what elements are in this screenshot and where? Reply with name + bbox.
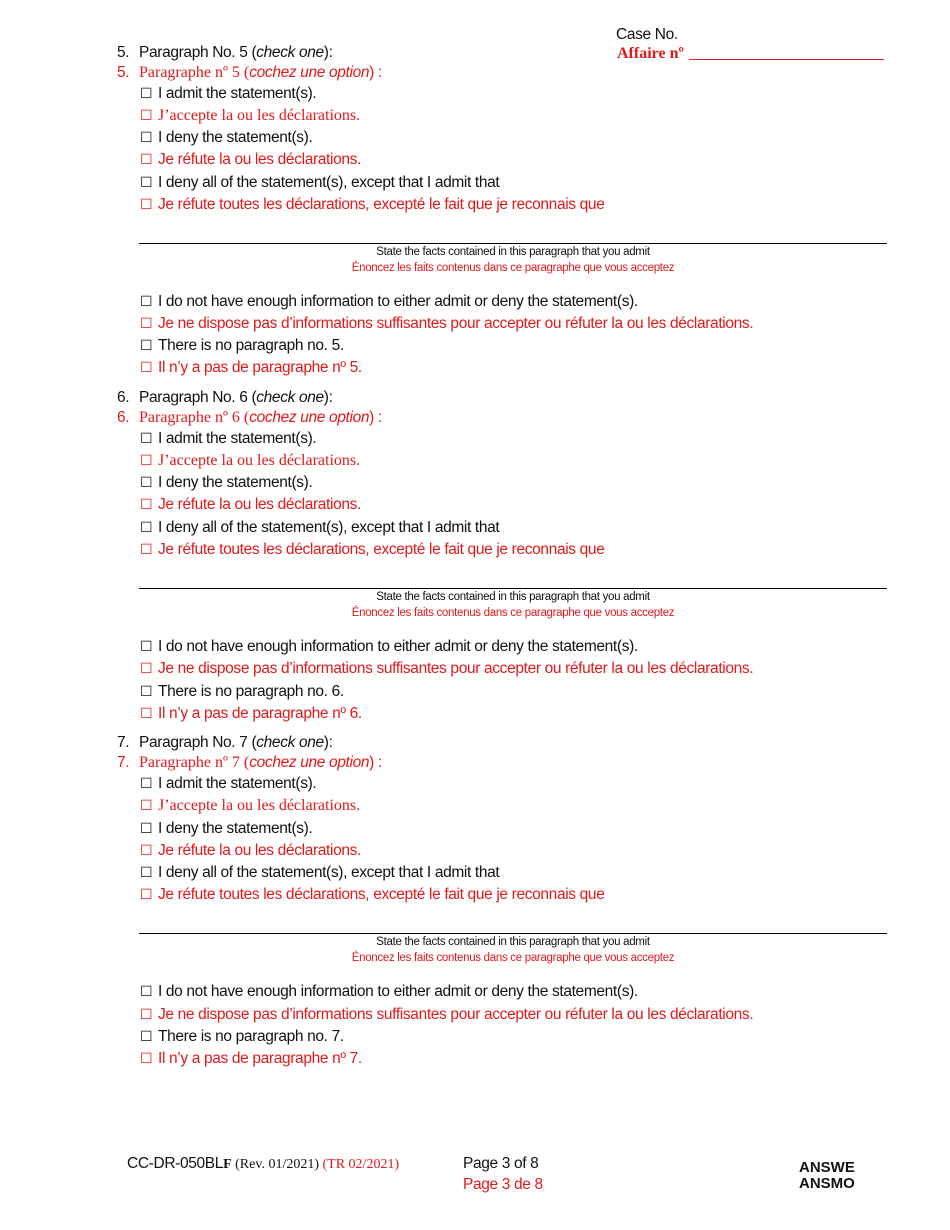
option-deny-except[interactable]: ☐ I deny all of the statement(s), except that I admit that: [140, 864, 500, 881]
checkbox-icon[interactable]: ☐: [140, 542, 153, 558]
document-title: [799, 1160, 855, 1192]
admitted-facts-line[interactable]: [139, 243, 887, 244]
paragraph-title-en: 7. Paragraph No. 7 (check one):: [117, 734, 333, 751]
admitted-facts-line[interactable]: [139, 933, 887, 934]
option-deny-except-fr[interactable]: ☐ Je réfute toutes les déclarations, excepté le fait que je reconnais que: [140, 196, 605, 213]
option-no-info[interactable]: ☐ I do not have enough information to either admit or deny the statement(s).: [140, 983, 638, 1000]
option-no-info-fr[interactable]: ☐ Je ne dispose pas d’informations suffisantes pour accepter ou réfuter la ou les déclarations.: [140, 660, 754, 677]
checkbox-icon[interactable]: ☐: [140, 497, 153, 513]
checkbox-icon[interactable]: ☐: [140, 175, 153, 191]
checkbox-icon[interactable]: ☐: [140, 798, 153, 814]
option-deny-fr[interactable]: ☐ Je réfute la ou les déclarations.: [140, 496, 361, 513]
caption-en: State the facts contained in this paragraph that you admit: [376, 936, 650, 948]
page-number-fr: Page 3 de 8: [463, 1176, 543, 1193]
document-title-fr: ANSMO: [799, 1175, 855, 1192]
option-deny-except-fr[interactable]: ☐ Je réfute toutes les déclarations, excepté le fait que je reconnais que: [140, 886, 605, 903]
case-no-label-fr: Affaire nº: [617, 45, 684, 62]
checkbox-icon[interactable]: ☐: [140, 360, 153, 376]
paragraph-title-en: 6. Paragraph No. 6 (check one):: [117, 389, 333, 406]
checkbox-icon[interactable]: ☐: [140, 453, 153, 469]
checkbox-icon[interactable]: ☐: [140, 1051, 153, 1067]
option-admit[interactable]: ☐ I admit the statement(s).: [140, 85, 317, 102]
caption-fr: Énoncez les faits contenus dans ce paragraphe que vous acceptez: [351, 952, 675, 964]
option-admit[interactable]: ☐ I admit the statement(s).: [140, 775, 317, 792]
checkbox-icon[interactable]: ☐: [140, 639, 153, 655]
checkbox-icon[interactable]: ☐: [140, 706, 153, 722]
case-no-label: Case No.: [616, 26, 678, 43]
option-admit-fr[interactable]: ☐ J’accepte la ou les déclarations.: [140, 452, 361, 469]
checkbox-icon[interactable]: ☐: [140, 1029, 153, 1045]
option-deny-fr[interactable]: ☐ Je réfute la ou les déclarations.: [140, 151, 361, 168]
caption-fr: Énoncez les faits contenus dans ce paragraphe que vous acceptez: [351, 607, 675, 619]
checkbox-icon[interactable]: ☐: [140, 130, 153, 146]
checkbox-icon[interactable]: ☐: [140, 316, 153, 332]
paragraph-title-fr: 6. Paragraphe nº 6 (cochez une option) :: [117, 409, 382, 426]
checkbox-icon[interactable]: ☐: [140, 294, 153, 310]
checkbox-icon[interactable]: ☐: [140, 865, 153, 881]
option-no-info[interactable]: ☐ I do not have enough information to either admit or deny the statement(s).: [140, 638, 638, 655]
option-deny-fr[interactable]: ☐ Je réfute la ou les déclarations.: [140, 842, 361, 859]
checkbox-icon[interactable]: ☐: [140, 475, 153, 491]
option-deny-except-fr[interactable]: ☐ Je réfute toutes les déclarations, excepté le fait que je reconnais que: [140, 541, 605, 558]
option-no-paragraph[interactable]: ☐ There is no paragraph no. 6.: [140, 683, 344, 700]
checkbox-icon[interactable]: ☐: [140, 152, 153, 168]
paragraph-title-en: 5. Paragraph No. 5 (check one):: [117, 44, 333, 61]
option-deny-except[interactable]: ☐ I deny all of the statement(s), except that I admit that: [140, 519, 500, 536]
case-no-line: [689, 45, 884, 60]
paragraph-title-fr: 5. Paragraphe nº 5 (cochez une option) :: [117, 64, 382, 81]
option-deny-except[interactable]: ☐ I deny all of the statement(s), except that I admit that: [140, 174, 500, 191]
checkbox-icon[interactable]: ☐: [140, 684, 153, 700]
option-no-info-fr[interactable]: ☐ Je ne dispose pas d’informations suffisantes pour accepter ou réfuter la ou les déclarations.: [140, 1006, 754, 1023]
checkbox-icon[interactable]: ☐: [140, 821, 153, 837]
caption-fr: Énoncez les faits contenus dans ce paragraphe que vous acceptez: [351, 262, 675, 274]
option-no-paragraph[interactable]: ☐ There is no paragraph no. 5.: [140, 337, 344, 354]
option-admit-fr[interactable]: ☐ J’accepte la ou les déclarations.: [140, 797, 361, 814]
document-title-en: ANSWE: [799, 1159, 855, 1176]
option-deny[interactable]: ☐ I deny the statement(s).: [140, 129, 313, 146]
case-no-field[interactable]: [617, 45, 884, 63]
option-no-paragraph[interactable]: ☐ There is no paragraph no. 7.: [140, 1028, 344, 1045]
form-code: CC-DR-050BLF (Rev. 01/2021) (TR 02/2021): [127, 1155, 400, 1172]
checkbox-icon[interactable]: ☐: [140, 108, 153, 124]
option-no-paragraph-fr[interactable]: ☐ Il n’y a pas de paragraphe nº 6.: [140, 705, 362, 722]
checkbox-icon[interactable]: ☐: [140, 338, 153, 354]
checkbox-icon[interactable]: ☐: [140, 984, 153, 1000]
checkbox-icon[interactable]: ☐: [140, 661, 153, 677]
paragraph-title-fr: 7. Paragraphe nº 7 (cochez une option) :: [117, 754, 382, 771]
caption-en: State the facts contained in this paragraph that you admit: [376, 246, 650, 258]
option-no-info-fr[interactable]: ☐ Je ne dispose pas d’informations suffisantes pour accepter ou réfuter la ou les déclarations.: [140, 315, 754, 332]
checkbox-icon[interactable]: ☐: [140, 843, 153, 859]
option-no-paragraph-fr[interactable]: ☐ Il n’y a pas de paragraphe nº 7.: [140, 1050, 362, 1067]
checkbox-icon[interactable]: ☐: [140, 431, 153, 447]
checkbox-icon[interactable]: ☐: [140, 887, 153, 903]
checkbox-icon[interactable]: ☐: [140, 520, 153, 536]
option-deny[interactable]: ☐ I deny the statement(s).: [140, 820, 313, 837]
checkbox-icon[interactable]: ☐: [140, 776, 153, 792]
option-no-paragraph-fr[interactable]: ☐ Il n’y a pas de paragraphe nº 5.: [140, 359, 362, 376]
checkbox-icon[interactable]: ☐: [140, 197, 153, 213]
caption-en: State the facts contained in this paragraph that you admit: [376, 591, 650, 603]
checkbox-icon[interactable]: ☐: [140, 86, 153, 102]
page-number: Page 3 of 8: [463, 1155, 539, 1172]
admitted-facts-line[interactable]: [139, 588, 887, 589]
option-no-info[interactable]: ☐ I do not have enough information to either admit or deny the statement(s).: [140, 293, 638, 310]
option-deny[interactable]: ☐ I deny the statement(s).: [140, 474, 313, 491]
checkbox-icon[interactable]: ☐: [140, 1007, 153, 1023]
option-admit-fr[interactable]: ☐ J’accepte la ou les déclarations.: [140, 107, 361, 124]
option-admit[interactable]: ☐ I admit the statement(s).: [140, 430, 317, 447]
